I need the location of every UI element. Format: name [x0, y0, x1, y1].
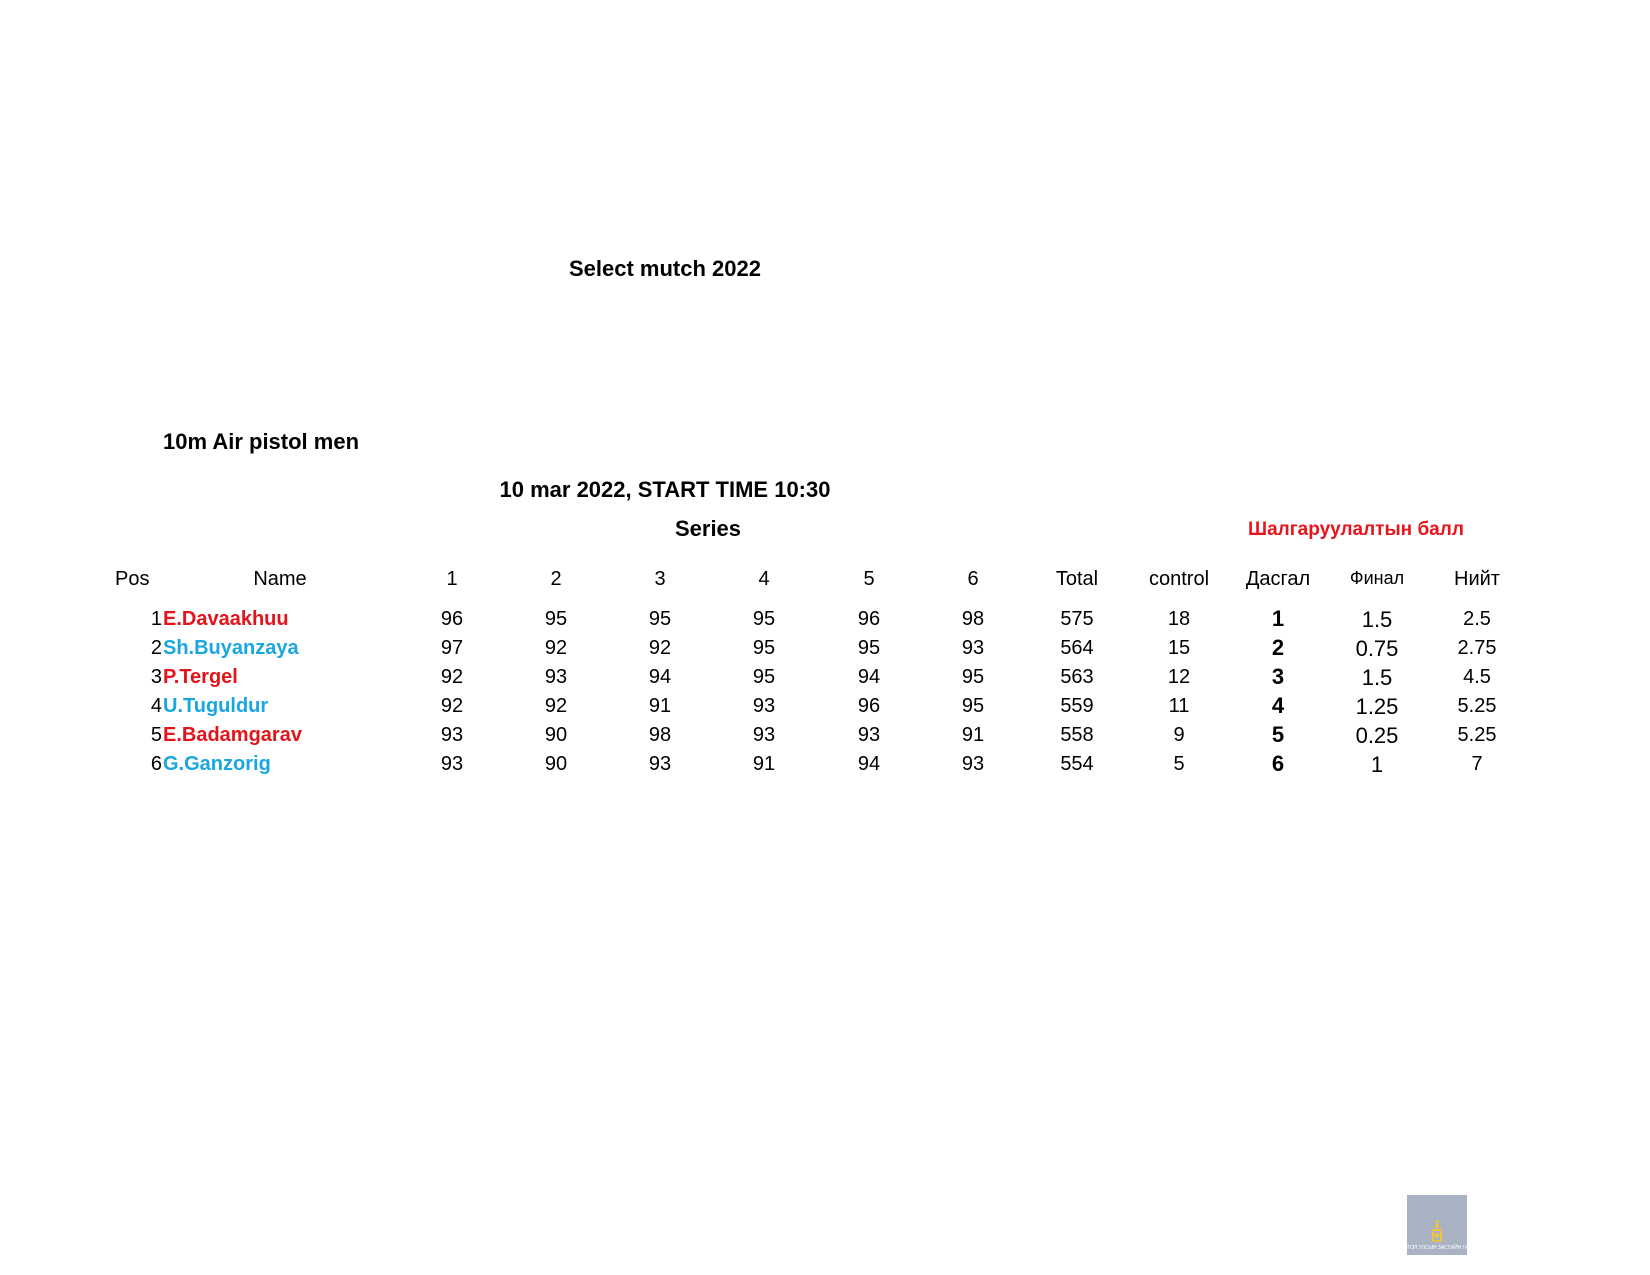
- ranking-points-label: Шалгаруулалтын балл: [1248, 519, 1464, 540]
- row-dasgal: 3: [1271, 664, 1285, 689]
- row-series-1: 93: [440, 724, 464, 746]
- row-series-2: 95: [544, 608, 568, 630]
- series-label: Series: [674, 516, 742, 541]
- header-niit: Нийт: [1454, 568, 1500, 590]
- row-athlete-name: E.Davaakhuu: [163, 608, 289, 630]
- row-pos: 2: [150, 637, 162, 659]
- row-total: 575: [1060, 608, 1094, 630]
- row-pos: 4: [150, 695, 162, 717]
- row-final: 1.5: [1361, 607, 1393, 632]
- row-series-6: 93: [961, 753, 985, 775]
- row-series-1: 96: [440, 608, 464, 630]
- document-title: Select mutch 2022: [569, 256, 761, 281]
- event-name: 10m Air pistol men: [163, 429, 360, 454]
- row-series-6: 95: [961, 666, 985, 688]
- row-series-1: 92: [440, 666, 464, 688]
- row-series-2: 92: [544, 695, 568, 717]
- row-series-5: 96: [857, 695, 881, 717]
- row-series-4: 93: [752, 695, 776, 717]
- row-athlete-name: U.Tuguldur: [163, 695, 269, 717]
- row-final: 0.75: [1355, 636, 1399, 661]
- soyombo-emblem-icon: [1430, 1218, 1444, 1242]
- row-final: 1.25: [1355, 694, 1399, 719]
- row-series-1: 97: [440, 637, 464, 659]
- row-series-6: 93: [961, 637, 985, 659]
- row-series-4: 95: [752, 608, 776, 630]
- row-series-6: 91: [961, 724, 985, 746]
- row-series-5: 95: [857, 637, 881, 659]
- row-series-1: 93: [440, 753, 464, 775]
- row-series-5: 93: [857, 724, 881, 746]
- header-name: Name: [253, 568, 307, 590]
- row-total: 559: [1060, 695, 1094, 717]
- header-pos: Pos: [115, 568, 150, 590]
- row-series-5: 94: [857, 666, 881, 688]
- row-series-2: 92: [544, 637, 568, 659]
- row-series-6: 95: [961, 695, 985, 717]
- header-dasgal: Дасгал: [1245, 568, 1311, 590]
- seal-caption: МОНГОЛ УЛСЫН ЗАСГИЙН ГАЗАР: [1395, 1245, 1479, 1251]
- row-series-3: 91: [648, 695, 672, 717]
- header-total: Total: [1055, 568, 1099, 590]
- row-athlete-name: E.Badamgarav: [163, 724, 302, 746]
- row-dasgal: 1: [1271, 606, 1285, 631]
- row-series-4: 93: [752, 724, 776, 746]
- row-total: 564: [1060, 637, 1094, 659]
- row-final: 1.5: [1361, 665, 1393, 690]
- government-seal: [1395, 1195, 1479, 1255]
- header-final: Финал: [1349, 568, 1405, 588]
- row-final: 0.25: [1355, 723, 1399, 748]
- header-series-5: 5: [863, 568, 875, 590]
- row-control: 12: [1167, 666, 1191, 688]
- header-series-6: 6: [967, 568, 979, 590]
- row-series-2: 93: [544, 666, 568, 688]
- row-series-2: 90: [544, 753, 568, 775]
- row-pos: 3: [150, 666, 162, 688]
- row-series-5: 96: [857, 608, 881, 630]
- row-series-4: 91: [752, 753, 776, 775]
- row-dasgal: 6: [1271, 751, 1285, 776]
- row-control: 18: [1167, 608, 1191, 630]
- row-control: 5: [1173, 753, 1185, 775]
- row-series-3: 94: [648, 666, 672, 688]
- row-athlete-name: P.Tergel: [163, 666, 238, 688]
- row-series-5: 94: [857, 753, 881, 775]
- header-control: control: [1148, 568, 1210, 590]
- row-series-3: 95: [648, 608, 672, 630]
- row-niit: 5.25: [1457, 695, 1497, 717]
- row-series-6: 98: [961, 608, 985, 630]
- row-control: 11: [1168, 695, 1190, 717]
- row-niit: 2.75: [1457, 637, 1497, 659]
- header-series-3: 3: [654, 568, 666, 590]
- row-total: 558: [1060, 724, 1094, 746]
- row-final: 1: [1370, 752, 1384, 777]
- row-athlete-name: G.Ganzorig: [163, 753, 271, 775]
- row-niit: 2.5: [1463, 608, 1491, 630]
- header-series-1: 1: [446, 568, 458, 590]
- row-total: 554: [1060, 753, 1094, 775]
- row-total: 563: [1060, 666, 1094, 688]
- row-pos: 5: [150, 724, 162, 746]
- row-control: 9: [1173, 724, 1185, 746]
- row-pos: 6: [150, 753, 162, 775]
- row-dasgal: 4: [1271, 693, 1285, 718]
- header-series-2: 2: [550, 568, 562, 590]
- row-niit: 5.25: [1457, 724, 1497, 746]
- row-series-4: 95: [752, 666, 776, 688]
- row-series-3: 92: [648, 637, 672, 659]
- header-series-4: 4: [758, 568, 770, 590]
- row-dasgal: 5: [1271, 722, 1285, 747]
- row-dasgal: 2: [1271, 635, 1285, 660]
- row-series-3: 98: [648, 724, 672, 746]
- row-series-2: 90: [544, 724, 568, 746]
- row-athlete-name: Sh.Buyanzaya: [163, 637, 299, 659]
- row-control: 15: [1167, 637, 1191, 659]
- row-series-1: 92: [440, 695, 464, 717]
- row-pos: 1: [150, 608, 162, 630]
- row-niit: 4.5: [1463, 666, 1491, 688]
- date-start-time: 10 mar 2022, START TIME 10:30: [499, 477, 831, 502]
- row-series-3: 93: [648, 753, 672, 775]
- row-series-4: 95: [752, 637, 776, 659]
- row-niit: 7: [1471, 753, 1483, 775]
